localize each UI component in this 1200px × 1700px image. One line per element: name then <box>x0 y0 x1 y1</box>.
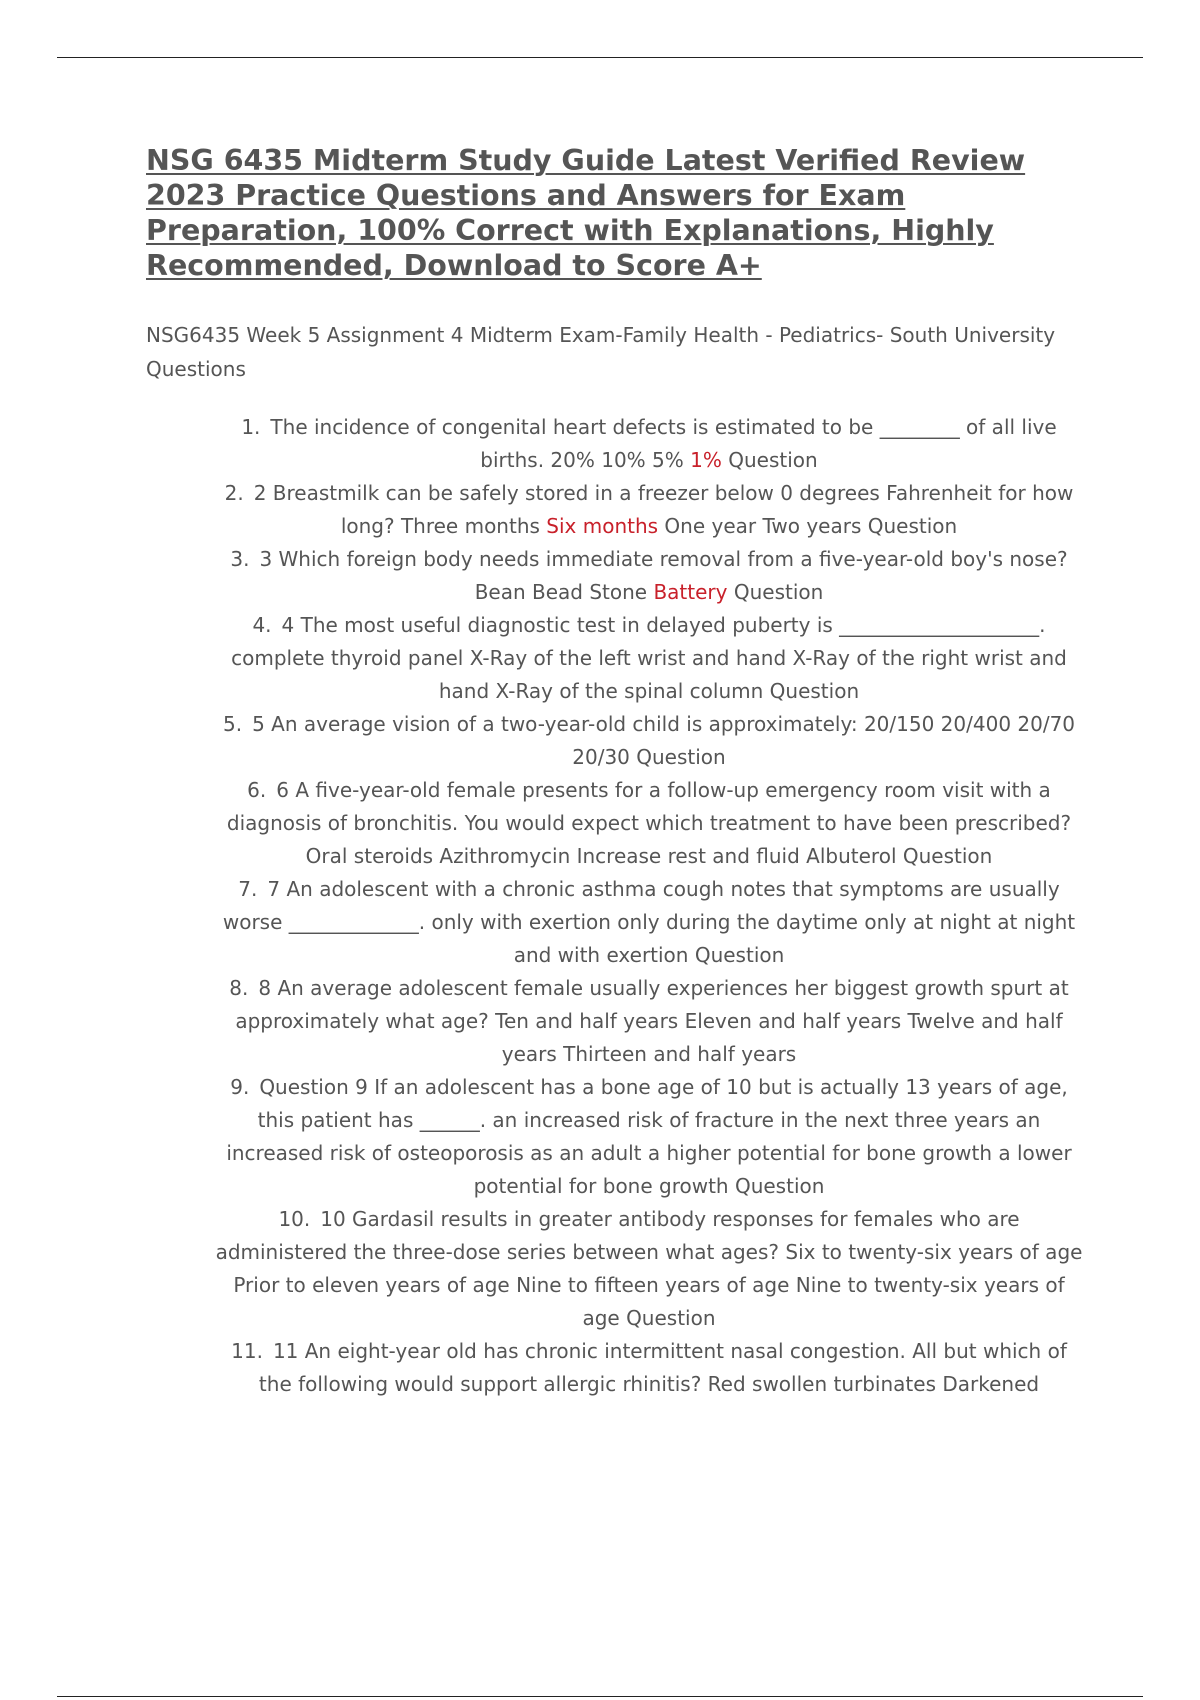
question-text: Question 9 If an adolescent has a bone age of 10 but is actually 13 years of age, this patient has ______. an increased risk of fracture in the next three years an increased risk of osteoporosis as an adult a higher potential for bone growth a lower potential for bone growth Question <box>226 1075 1072 1198</box>
bottom-rule <box>57 1696 1143 1697</box>
question-text: 11 An eight-year old has chronic intermittent nasal congestion. All but which of the following would support allergic rhinitis? Red swollen turbinates Darkened <box>258 1339 1067 1396</box>
question-text: 3 Which foreign body needs immediate removal from a five-year-old boy's nose? Bean Bead Stone <box>259 547 1068 604</box>
question-text: 6 A five-year-old female presents for a follow-up emergency room visit with a diagnosis of bronchitis. You would expect which treatment to have been prescribed? Oral steroids Azithromycin Increase rest and fluid Albuterol Question <box>226 778 1072 868</box>
question-number: 2. <box>224 481 244 505</box>
question-text: 5 An average vision of a two-year-old child is approximately: 20/150 20/400 20/70 20/30 Question <box>252 712 1076 769</box>
question-number: 11. <box>231 1339 263 1363</box>
question-number: 3. <box>230 547 250 571</box>
document-title: NSG 6435 Midterm Study Guide Latest Verified Review 2023 Practice Questions and Answers for Exam Preparation, 100% Correct with Explanations, Highly Recommended, Download to Score A+ <box>146 144 1026 282</box>
question-item <box>146 1335 1106 1401</box>
question-number: 7. <box>238 877 258 901</box>
question-number: 1. <box>241 415 261 439</box>
question-number: 10. <box>278 1207 311 1231</box>
question-text: 10 Gardasil results in greater antibody responses for females who are administered the three-dose series between what ages? Six to twenty-six years of age Prior to eleven years of age Nine to fifteen years of age Nine to twenty-six years of age Question <box>215 1207 1083 1330</box>
question-text: 4 The most useful diagnostic test in delayed puberty is ____________________. complete thyroid panel X-Ray of the left wrist and hand X-Ray of the right wrist and hand X-Ray of the spinal column Question <box>231 613 1067 703</box>
question-number: 6. <box>247 778 267 802</box>
document-subtitle: NSG6435 Week 5 Assignment 4 Midterm Exam-Family Health - Pediatrics- South University Questions <box>146 323 1056 381</box>
question-text: 7 An adolescent with a chronic asthma cough notes that symptoms are usually worse _____________. only with exertion only during the daytime only at night at night and with exertion Question <box>222 877 1076 967</box>
question-number: 5. <box>222 712 243 736</box>
question-text-tail: One year Two years Question <box>658 514 958 538</box>
question-item <box>146 609 1106 708</box>
correct-answer: Battery <box>653 580 728 604</box>
top-rule <box>57 57 1143 58</box>
question-item <box>146 873 1106 972</box>
question-item <box>146 1071 1106 1203</box>
question-item <box>146 477 1106 543</box>
question-item <box>146 708 1106 774</box>
question-item <box>146 774 1106 873</box>
question-text-tail: Question <box>727 580 824 604</box>
question-number: 9. <box>230 1075 250 1099</box>
correct-answer: 1% <box>690 448 722 472</box>
question-number: 4. <box>252 613 272 637</box>
question-item <box>146 1203 1106 1335</box>
question-item <box>146 543 1106 609</box>
question-text: 2 Breastmilk can be safely stored in a freezer below 0 degrees Fahrenheit for how long? Three months <box>253 481 1074 538</box>
question-list <box>146 411 1106 1401</box>
correct-answer: Six months <box>546 514 659 538</box>
question-text: The incidence of congenital heart defects is estimated to be ________ of all live births. 20% 10% 5% <box>270 415 1057 472</box>
question-item <box>146 411 1106 477</box>
question-item <box>146 972 1106 1071</box>
question-text: 8 An average adolescent female usually experiences her biggest growth spurt at approximately what age? Ten and half years Eleven and half years Twelve and half years Thirteen and half years <box>235 976 1069 1066</box>
question-text-tail: Question <box>721 448 818 472</box>
question-number: 8. <box>229 976 249 1000</box>
